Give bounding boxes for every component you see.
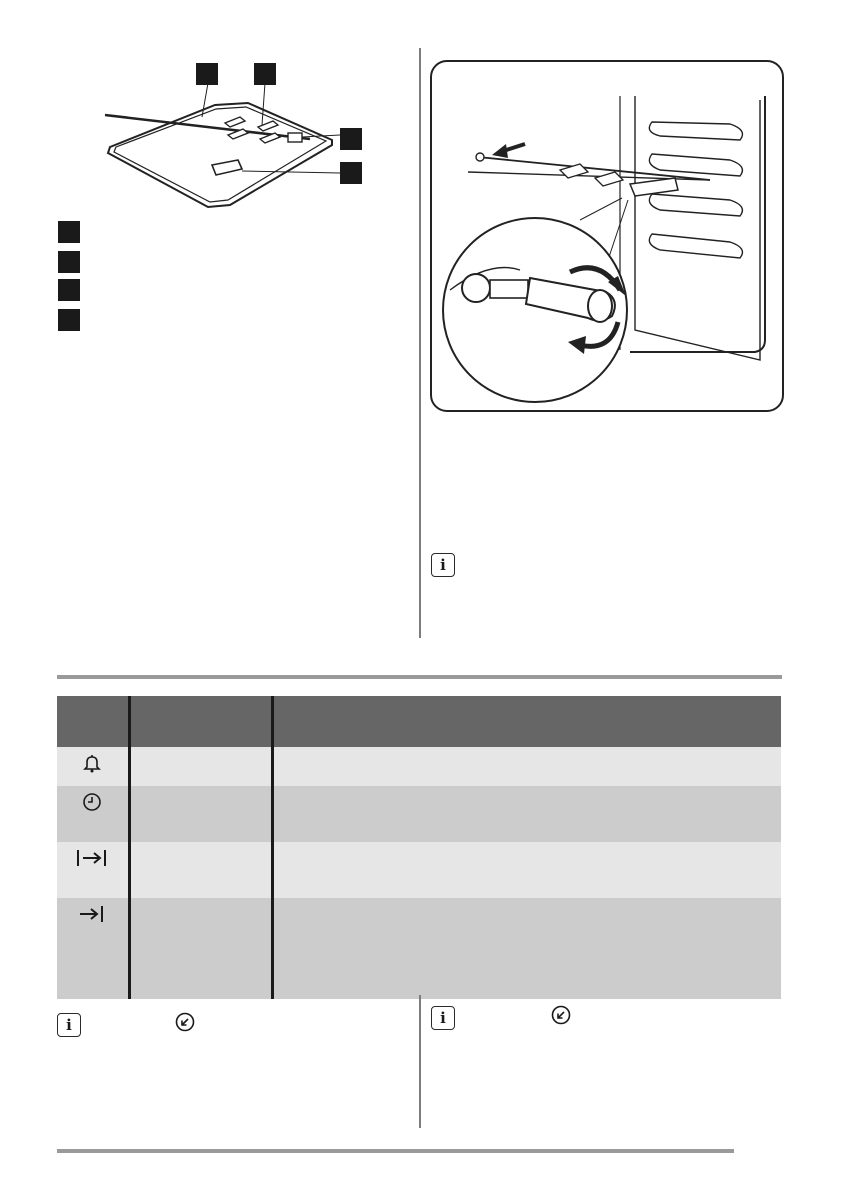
- table-row: [57, 842, 781, 898]
- function-description: [272, 786, 781, 842]
- clock-arrow-icon: [174, 1011, 196, 1033]
- clock-functions-table: [57, 696, 781, 999]
- info-icon: i: [431, 553, 455, 577]
- table-row: [57, 747, 781, 786]
- column-divider-bottom: [419, 995, 421, 1128]
- footer-rule: [57, 1149, 734, 1153]
- function-description: [272, 898, 781, 999]
- table-row: [57, 898, 781, 999]
- function-name: [129, 786, 272, 842]
- table-row: [57, 786, 781, 842]
- rotisserie-installation-figure: [430, 60, 784, 412]
- callout-badge-4: [340, 162, 362, 184]
- legend-badge-3: [58, 279, 80, 301]
- table-header-description: [272, 696, 781, 747]
- legend-badge-4: [58, 309, 80, 331]
- callout-badge-2: [254, 63, 276, 85]
- callout-badge-3: [340, 128, 362, 150]
- function-name: [129, 842, 272, 898]
- function-name: [129, 898, 272, 999]
- duration-icon: [75, 848, 109, 868]
- column-divider-top: [419, 48, 421, 638]
- oven-rotisserie-illustration: [430, 60, 784, 412]
- legend-badge-2: [58, 251, 80, 273]
- rotisserie-parts-illustration: [90, 55, 380, 225]
- bell-icon: [82, 753, 102, 773]
- end-time-icon: [78, 904, 106, 924]
- function-description: [272, 747, 781, 786]
- accessory-diagram: [90, 55, 380, 225]
- callout-badge-1: [196, 63, 218, 85]
- section-divider-rule: [57, 675, 782, 679]
- info-icon: i: [57, 1013, 81, 1037]
- table-header-symbol: [57, 696, 129, 747]
- info-icon: i: [431, 1006, 455, 1030]
- function-description: [272, 842, 781, 898]
- table-header-function: [129, 696, 272, 747]
- legend-badge-1: [58, 221, 80, 243]
- clock-arrow-icon: [550, 1004, 572, 1026]
- clock-icon: [82, 792, 102, 812]
- function-name: [129, 747, 272, 786]
